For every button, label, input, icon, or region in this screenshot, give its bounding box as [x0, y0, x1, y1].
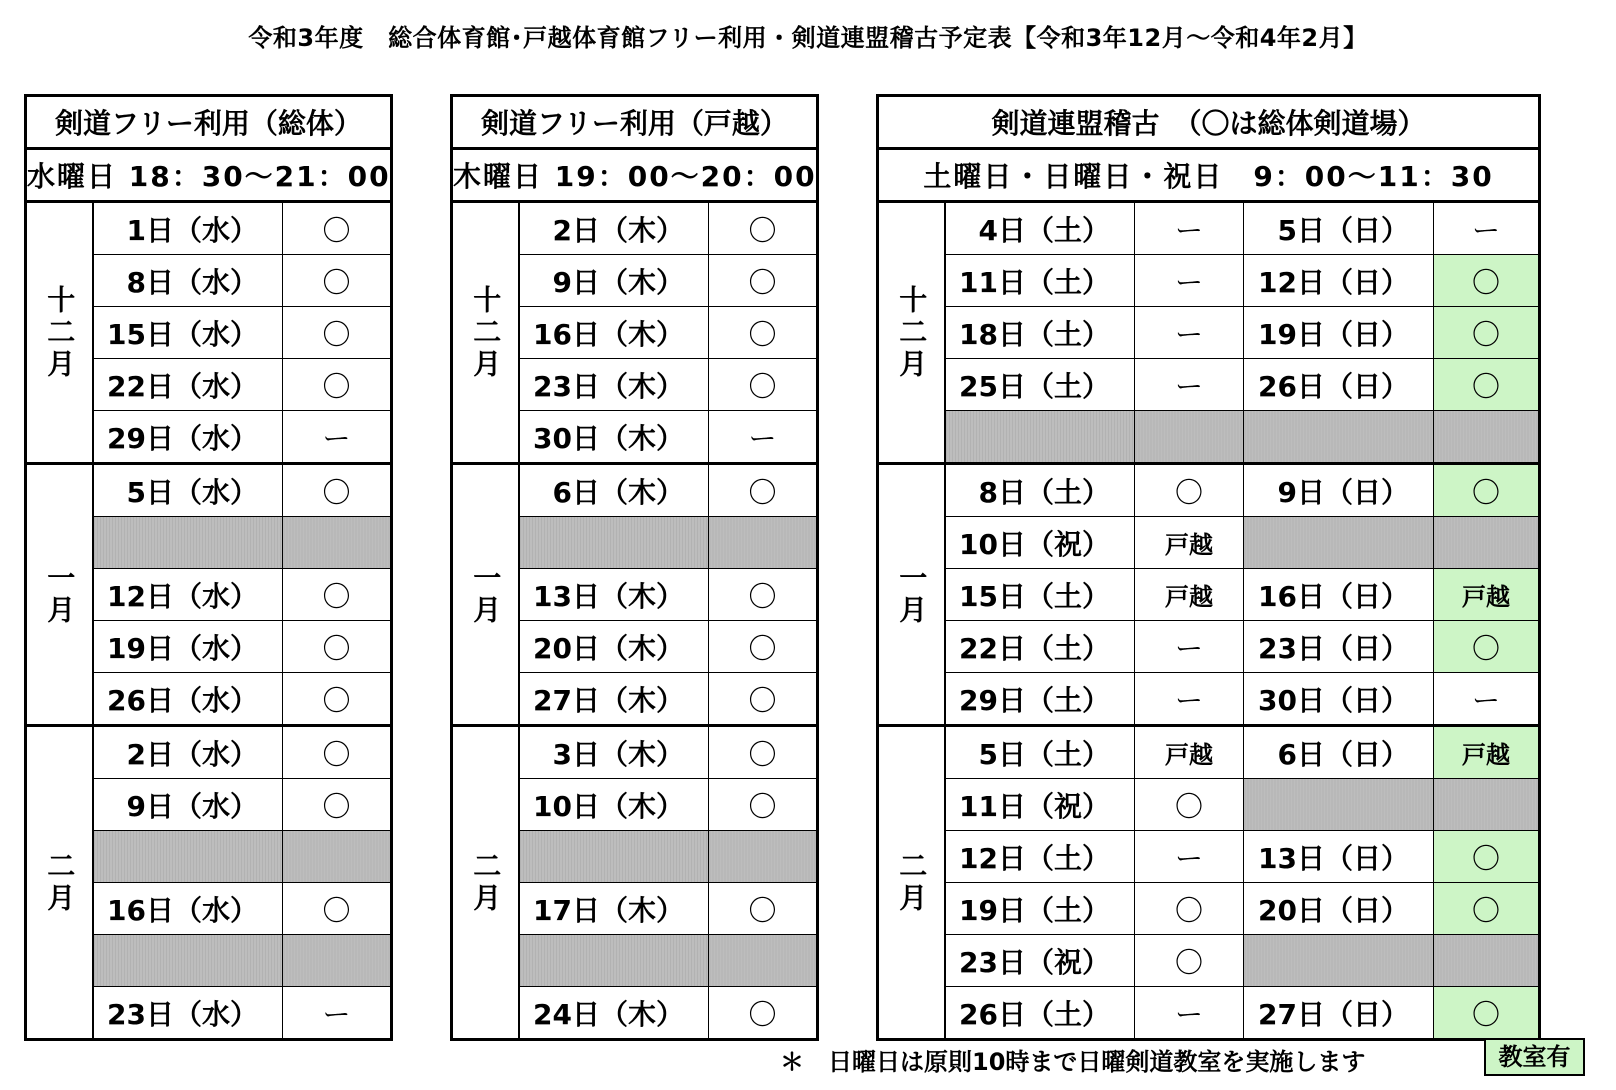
date-cell: 13日（木） — [519, 569, 709, 621]
date-cell: 10日（木） — [519, 779, 709, 831]
date-cell: 8日（土） — [945, 464, 1135, 517]
date-cell: 19日（水） — [93, 621, 283, 673]
status-cell: 〇 — [709, 359, 818, 411]
status-cell: ー — [1135, 359, 1244, 411]
empty-cell — [1244, 517, 1434, 569]
footnote: ＊ 日曜日は原則10時まで日曜剣道教室を実施します — [780, 1048, 1366, 1076]
empty-cell — [1434, 517, 1540, 569]
date-cell: 30日（日） — [1244, 673, 1434, 726]
status-cell: 〇 — [1434, 987, 1540, 1040]
empty-cell — [709, 831, 818, 883]
date-cell: 27日（日） — [1244, 987, 1434, 1040]
empty-cell — [945, 411, 1135, 464]
date-cell: 26日（土） — [945, 987, 1135, 1040]
status-cell: ー — [1434, 673, 1540, 726]
empty-cell — [1244, 935, 1434, 987]
date-cell: 16日（日） — [1244, 569, 1434, 621]
date-cell: 4日（土） — [945, 202, 1135, 255]
table-row — [878, 359, 1540, 411]
table-row — [26, 464, 392, 517]
empty-cell — [1434, 779, 1540, 831]
date-cell: 6日（日） — [1244, 726, 1434, 779]
month-label: 十二月 — [878, 202, 945, 464]
table-row — [878, 569, 1540, 621]
date-cell: 15日（土） — [945, 569, 1135, 621]
status-cell: ー — [1135, 987, 1244, 1040]
date-cell: 8日（水） — [93, 255, 283, 307]
date-cell: 20日（日） — [1244, 883, 1434, 935]
month-label: 一月 — [452, 464, 519, 726]
empty-cell — [93, 517, 283, 569]
table-header: 剣道フリー利用（総体） — [26, 96, 392, 149]
date-cell: 25日（土） — [945, 359, 1135, 411]
status-cell: 〇 — [1434, 464, 1540, 517]
status-cell: 〇 — [709, 464, 818, 517]
empty-cell — [709, 935, 818, 987]
status-cell: 〇 — [1135, 935, 1244, 987]
time-header: 水曜日 18：30～21：00 — [26, 149, 392, 202]
status-cell: ー — [283, 411, 392, 464]
table-header: 剣道フリー利用（戸越） — [452, 96, 818, 149]
date-cell: 15日（水） — [93, 307, 283, 359]
status-cell: 戸越 — [1434, 726, 1540, 779]
date-cell: 24日（木） — [519, 987, 709, 1040]
table-row — [26, 202, 392, 255]
kendo-federation-practice-table — [876, 94, 1541, 1041]
table-row — [878, 464, 1540, 517]
status-cell: 〇 — [709, 883, 818, 935]
date-cell: 30日（木） — [519, 411, 709, 464]
empty-cell — [283, 517, 392, 569]
date-cell: 9日（木） — [519, 255, 709, 307]
status-cell: 戸越 — [1135, 517, 1244, 569]
status-cell: 〇 — [709, 255, 818, 307]
date-cell: 23日（日） — [1244, 621, 1434, 673]
table-row — [878, 883, 1540, 935]
table-row — [452, 726, 818, 779]
date-cell: 17日（木） — [519, 883, 709, 935]
status-cell: 〇 — [283, 307, 392, 359]
status-cell: 〇 — [1135, 779, 1244, 831]
empty-cell — [93, 935, 283, 987]
table-row — [878, 621, 1540, 673]
date-cell: 26日（日） — [1244, 359, 1434, 411]
empty-cell — [709, 517, 818, 569]
date-cell: 27日（木） — [519, 673, 709, 726]
month-label: 二月 — [452, 726, 519, 1040]
status-cell: 〇 — [283, 202, 392, 255]
date-cell: 16日（木） — [519, 307, 709, 359]
status-cell: 戸越 — [1434, 569, 1540, 621]
date-cell: 5日（水） — [93, 464, 283, 517]
date-cell: 5日（日） — [1244, 202, 1434, 255]
status-cell: 〇 — [709, 779, 818, 831]
empty-cell — [283, 935, 392, 987]
table-row — [878, 987, 1540, 1040]
empty-cell — [519, 517, 709, 569]
date-cell: 23日（木） — [519, 359, 709, 411]
date-cell: 29日（土） — [945, 673, 1135, 726]
status-cell: ー — [709, 411, 818, 464]
date-cell: 22日（水） — [93, 359, 283, 411]
empty-cell — [1244, 779, 1434, 831]
status-cell: 〇 — [283, 464, 392, 517]
status-cell: 〇 — [1135, 883, 1244, 935]
date-cell: 3日（木） — [519, 726, 709, 779]
status-cell: 〇 — [709, 726, 818, 779]
month-label: 十二月 — [26, 202, 93, 464]
status-cell: ー — [1135, 202, 1244, 255]
free-use-togoshi-table — [450, 94, 819, 1041]
date-cell: 11日（土） — [945, 255, 1135, 307]
table-row — [878, 517, 1540, 569]
status-cell: 〇 — [1434, 831, 1540, 883]
month-label: 一月 — [26, 464, 93, 726]
empty-cell — [519, 935, 709, 987]
status-cell: 〇 — [283, 621, 392, 673]
status-cell: 〇 — [1434, 255, 1540, 307]
date-cell: 11日（祝） — [945, 779, 1135, 831]
status-cell: 〇 — [709, 987, 818, 1040]
status-cell: ー — [1135, 673, 1244, 726]
status-cell: 戸越 — [1135, 569, 1244, 621]
date-cell: 23日（水） — [93, 987, 283, 1040]
table-row — [878, 831, 1540, 883]
page-title: 令和3年度 総合体育館･戸越体育館フリー利用・剣道連盟稽古予定表【令和3年12月～令和4年2月】 — [248, 24, 1368, 52]
date-cell: 1日（水） — [93, 202, 283, 255]
empty-cell — [1434, 935, 1540, 987]
date-cell: 12日（土） — [945, 831, 1135, 883]
month-label: 一月 — [878, 464, 945, 726]
empty-cell — [283, 831, 392, 883]
empty-cell — [1244, 411, 1434, 464]
status-cell: 〇 — [709, 621, 818, 673]
status-cell: 〇 — [283, 883, 392, 935]
status-cell: 〇 — [283, 359, 392, 411]
date-cell: 2日（水） — [93, 726, 283, 779]
date-cell: 22日（土） — [945, 621, 1135, 673]
date-cell: 19日（土） — [945, 883, 1135, 935]
table-row — [878, 726, 1540, 779]
status-cell: 〇 — [1434, 883, 1540, 935]
status-cell: 〇 — [283, 673, 392, 726]
status-cell: 〇 — [709, 307, 818, 359]
status-cell: ー — [1434, 202, 1540, 255]
date-cell: 13日（日） — [1244, 831, 1434, 883]
status-cell: ー — [1135, 831, 1244, 883]
status-cell: 〇 — [283, 569, 392, 621]
date-cell: 23日（祝） — [945, 935, 1135, 987]
table-row — [878, 935, 1540, 987]
table-row — [878, 779, 1540, 831]
date-cell: 29日（水） — [93, 411, 283, 464]
table-header: 剣道連盟稽古 （〇は総体剣道場） — [878, 96, 1540, 149]
status-cell: ー — [1135, 255, 1244, 307]
date-cell: 5日（土） — [945, 726, 1135, 779]
time-header: 木曜日 19：00～20：00 — [452, 149, 818, 202]
date-cell: 6日（木） — [519, 464, 709, 517]
table-row — [452, 464, 818, 517]
date-cell: 20日（木） — [519, 621, 709, 673]
date-cell: 9日（水） — [93, 779, 283, 831]
table-row — [26, 726, 392, 779]
time-header: 土曜日・日曜日・祝日 9：00～11：30 — [878, 149, 1540, 202]
status-cell: 〇 — [283, 779, 392, 831]
status-cell: 〇 — [1135, 464, 1244, 517]
empty-cell — [1135, 411, 1244, 464]
status-cell: ー — [283, 987, 392, 1040]
status-cell: 〇 — [709, 202, 818, 255]
status-cell: 〇 — [1434, 307, 1540, 359]
date-cell: 16日（水） — [93, 883, 283, 935]
empty-cell — [519, 831, 709, 883]
table-row — [452, 202, 818, 255]
date-cell: 10日（祝） — [945, 517, 1135, 569]
table-row-empty — [878, 411, 1540, 464]
table-row — [878, 307, 1540, 359]
month-label: 二月 — [878, 726, 945, 1040]
status-cell: 〇 — [1434, 621, 1540, 673]
empty-cell — [1434, 411, 1540, 464]
status-cell: 〇 — [709, 673, 818, 726]
status-cell: ー — [1135, 621, 1244, 673]
table-row — [878, 202, 1540, 255]
status-cell: ー — [1135, 307, 1244, 359]
month-label: 十二月 — [452, 202, 519, 464]
date-cell: 12日（日） — [1244, 255, 1434, 307]
empty-cell — [93, 831, 283, 883]
date-cell: 12日（水） — [93, 569, 283, 621]
date-cell: 18日（土） — [945, 307, 1135, 359]
status-cell: 戸越 — [1135, 726, 1244, 779]
legend-class-available: 教室有 — [1484, 1038, 1585, 1076]
table-row — [878, 255, 1540, 307]
date-cell: 19日（日） — [1244, 307, 1434, 359]
free-use-sotai-table — [24, 94, 393, 1041]
status-cell: 〇 — [1434, 359, 1540, 411]
status-cell: 〇 — [709, 569, 818, 621]
date-cell: 26日（水） — [93, 673, 283, 726]
month-label: 二月 — [26, 726, 93, 1040]
table-row — [878, 673, 1540, 726]
status-cell: 〇 — [283, 726, 392, 779]
date-cell: 2日（木） — [519, 202, 709, 255]
status-cell: 〇 — [283, 255, 392, 307]
date-cell: 9日（日） — [1244, 464, 1434, 517]
